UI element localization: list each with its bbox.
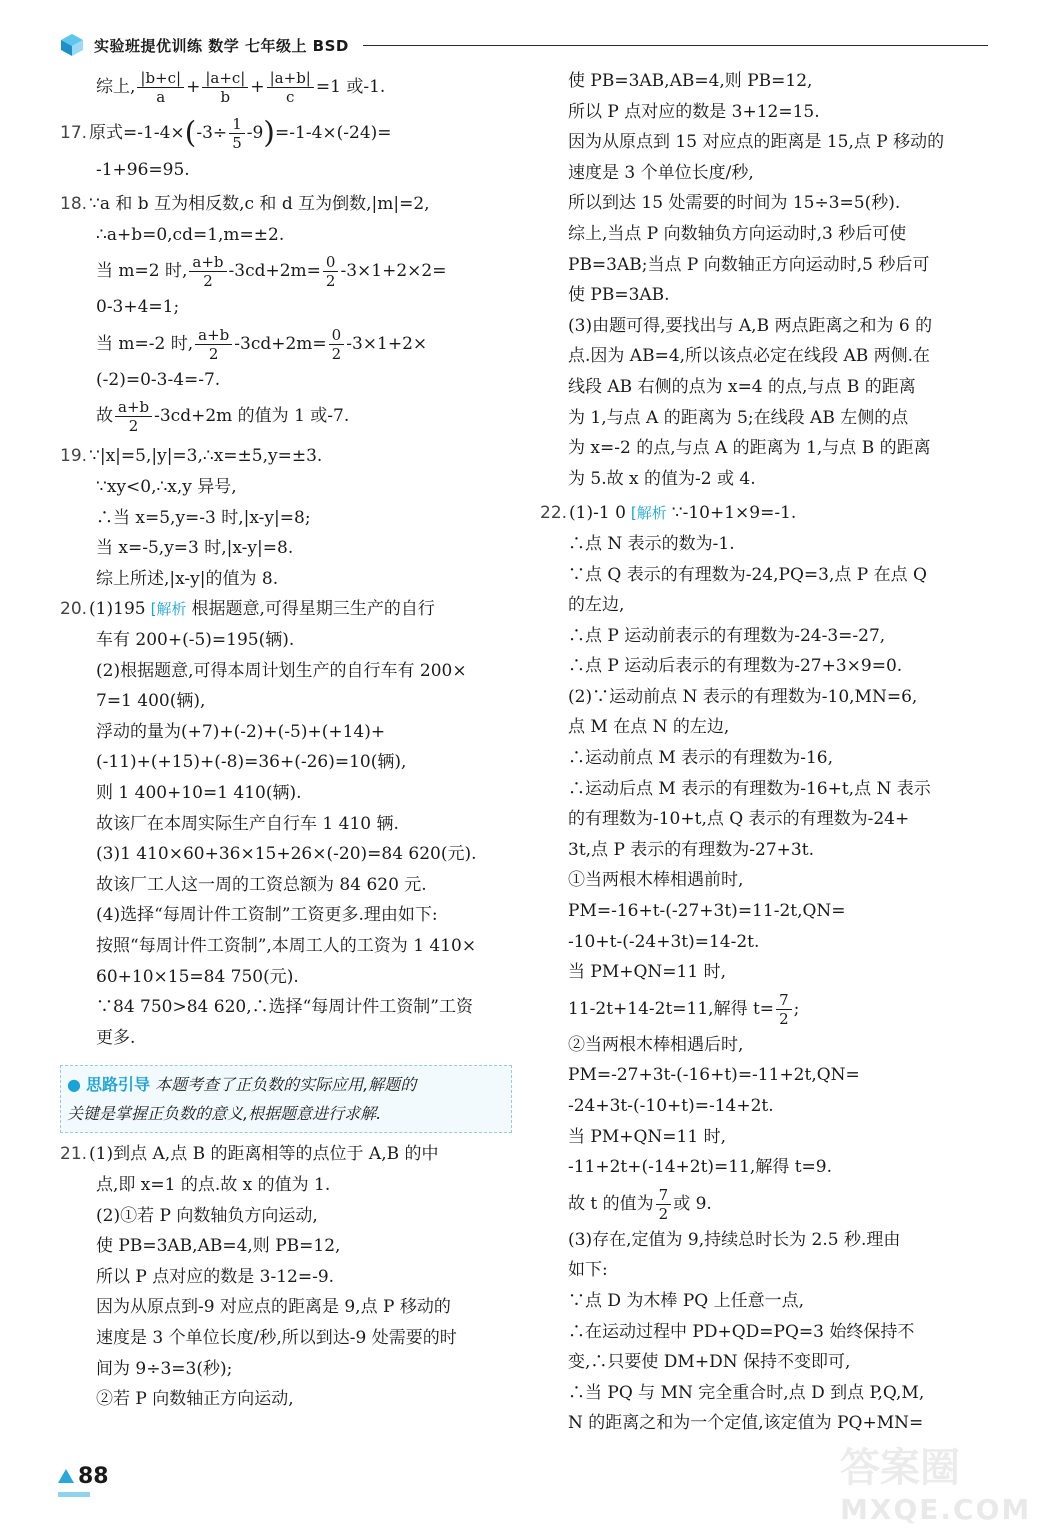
answer-20-line-15: 更多. bbox=[96, 1027, 136, 1048]
answer-21-cont-line-9: (3)由题可得,要找出与 A,B 两点距离之和为 6 的 bbox=[568, 315, 933, 336]
cube-logo-icon bbox=[58, 32, 86, 58]
page-arrow-icon bbox=[58, 1469, 74, 1483]
answer-18-line-1: 18. ∵a 和 b 互为相反数,c 和 d 互为倒数,|m|=2, bbox=[60, 194, 430, 215]
answer-22-line-5: ∴点 P 运动前表示的有理数为-24-3=-27, bbox=[568, 625, 886, 646]
answer-22-line-10: ∴运动后点 M 表示的有理数为-16+t,点 N 表示 bbox=[568, 778, 931, 799]
answer-22-line-23: 故 t 的值为 $\frac{7}{2}$ 或 9. bbox=[568, 1185, 712, 1223]
answer-20-line-2: 车有 200+(-5)=195(辆). bbox=[96, 630, 295, 651]
answer-20-line-4: 7=1 400(辆), bbox=[96, 691, 206, 712]
watermark-url: MXQE.COM bbox=[840, 1493, 1032, 1526]
fraction: $\frac{7}{2}$ bbox=[776, 991, 792, 1028]
answer-20-line-11: (4)选择“每周计件工资制”工资更多.理由如下: bbox=[96, 905, 438, 926]
fraction: $\frac{a+b}{2}$ bbox=[195, 326, 232, 363]
answer-21-cont-line-11: 线段 AB 右侧的点为 x=4 的点,与点 B 的距离 bbox=[568, 376, 916, 397]
answer-21-line-6: 因为从原点到-9 对应点的距离是 9,点 P 移动的 bbox=[96, 1297, 451, 1318]
bullet-icon: ● bbox=[67, 1075, 87, 1095]
answer-20-line-13: 60+10×15=84 750(元). bbox=[96, 966, 299, 987]
answer-19-line-2: ∵xy<0,∴x,y 异号, bbox=[96, 477, 237, 498]
answer-21-line-2: 点,即 x=1 的点.故 x 的值为 1. bbox=[96, 1174, 331, 1195]
answer-19-line-3: ∴当 x=5,y=-3 时,|x-y|=8; bbox=[96, 507, 311, 528]
answer-22-line-6: ∴点 P 运动后表示的有理数为-27+3×9=0. bbox=[568, 656, 903, 677]
answer-22-line-20: -24+3t-(-10+t)=-14+2t. bbox=[568, 1096, 774, 1116]
hint-line-2: 关键是掌握正负数的意义,根据题意进行求解. bbox=[67, 1104, 382, 1124]
answer-18-line-6: (-2)=0-3-4=-7. bbox=[96, 369, 221, 390]
answer-17-line-1: 17. 原式=-1-4×(-3÷ $\frac{1}{5}$ -9)=-1-4×(-24)= bbox=[60, 115, 392, 152]
header-rule bbox=[363, 45, 988, 46]
answer-22-line-2: ∴点 N 表示的数为-1. bbox=[568, 533, 735, 554]
answer-20-line-9: (3)1 410×60+36×15+26×(-20)=84 620(元). bbox=[96, 844, 477, 865]
answer-21-cont-line-1: 使 PB=3AB,AB=4,则 PB=12, bbox=[568, 71, 813, 91]
answer-21-cont-line-7: PB=3AB;当点 P 向数轴正方向运动时,5 秒后可 bbox=[568, 254, 930, 275]
watermark-logo-text: 答案圈 bbox=[840, 1445, 960, 1491]
answer-21-cont-line-6: 综上,当点 P 向数轴负方向运动时,3 秒后可使 bbox=[568, 223, 907, 244]
fraction: $\frac{0}{2}$ bbox=[323, 253, 339, 290]
fraction: $\frac{|b+c|}{a}$ bbox=[137, 69, 184, 106]
answer-22-line-26: ∵点 D 为木棒 PQ 上任意一点, bbox=[568, 1290, 805, 1311]
answer-19-line-1: 19. ∵|x|=5,|y|=3,∴x=±5,y=±3. bbox=[60, 446, 323, 467]
answer-22-line-14: PM=-16+t-(-27+3t)=11-2t,QN= bbox=[568, 901, 846, 922]
fraction: $\frac{a+b}{2}$ bbox=[189, 253, 226, 290]
page-tab-decoration bbox=[58, 1492, 90, 1497]
hint-label: 思路引导 bbox=[86, 1075, 151, 1095]
answer-20-line-6: (-11)+(+15)+(-8)=36+(-26)=10(辆), bbox=[96, 752, 407, 773]
answer-22-line-13: ①当两根木棒相遇前时, bbox=[568, 870, 744, 891]
answer-22-line-28: 变,∴只要使 DM+DN 保持不变即可, bbox=[568, 1352, 851, 1373]
answer-21-cont-line-10: 点.因为 AB=4,所以该点必定在线段 AB 两侧.在 bbox=[568, 346, 931, 367]
analysis-tag: [ 解析 bbox=[629, 504, 669, 522]
left-column bbox=[60, 66, 520, 1415]
answer-17-line-2: -1+96=95. bbox=[96, 159, 190, 180]
book-title: 实验班提优训练 数学 七年级上 BSD bbox=[94, 36, 349, 55]
answer-20-line-10: 故该厂工人这一周的工资总额为 84 620 元. bbox=[96, 874, 427, 895]
answer-22-line-25: 如下: bbox=[568, 1260, 608, 1281]
answer-20-line-7: 则 1 400+10=1 410(辆). bbox=[96, 783, 302, 803]
answer-21-cont-line-14: 为 5.故 x 的值为-2 或 4. bbox=[568, 468, 756, 489]
answer-21-cont-line-2: 所以 P 点对应的数是 3+12=15. bbox=[568, 101, 820, 122]
answer-18-line-7: 故 $\frac{a+b}{2}$ -3cd+2m 的值为 1 或-7. bbox=[96, 398, 350, 436]
answer-21-line-7: 速度是 3 个单位长度/秒,所以到达-9 处需要的时 bbox=[96, 1327, 457, 1348]
answer-21-cont-line-5: 所以到达 15 处需要的时间为 15÷3=5(秒). bbox=[568, 193, 901, 214]
watermark bbox=[840, 1436, 1032, 1526]
page-number: 88 bbox=[78, 1463, 109, 1489]
fraction: $\frac{0}{2}$ bbox=[329, 326, 345, 363]
fraction: $\frac{|a+b|}{c}$ bbox=[267, 69, 314, 106]
answer-22-line-8: 点 M 在点 N 的左边, bbox=[568, 717, 730, 738]
answer-22-line-29: ∴当 PQ 与 MN 完全重合时,点 D 到点 P,Q,M, bbox=[568, 1382, 925, 1403]
fraction: $\frac{|a+c|}{b}$ bbox=[202, 69, 248, 106]
answer-22-line-1: 22. (1)-1 0[ 解析 ∵-10+1×9=-1. bbox=[540, 498, 995, 529]
answer-22-line-7: (2)∵运动前点 N 表示的有理数为-10,MN=6, bbox=[568, 686, 918, 707]
answer-22-line-17: 11-2t+14-2t=11,解得 t= $\frac{7}{2}$ ; bbox=[568, 990, 800, 1028]
answer-22-line-19: PM=-27+3t-(-16+t)=-11+2t,QN= bbox=[568, 1065, 860, 1086]
answer-21-cont-line-8: 使 PB=3AB. bbox=[568, 285, 670, 306]
right-column bbox=[540, 66, 995, 1439]
hint-box bbox=[60, 1065, 512, 1133]
answer-22-line-9: ∴运动前点 M 表示的有理数为-16, bbox=[568, 748, 833, 769]
fraction: $\frac{7}{2}$ bbox=[656, 1186, 672, 1223]
answer-21-cont-line-4: 速度是 3 个单位长度/秒, bbox=[568, 162, 754, 183]
answer-20-line-12: 按照“每周计件工资制”,本周工人的工资为 1 410× bbox=[96, 935, 477, 956]
answer-20-line-1: 20. (1)195[ 解析 根据题意,可得星期三生产的自行 bbox=[60, 594, 520, 625]
question-number: 17. bbox=[60, 123, 88, 143]
answer-21-line-1: 21. (1)到点 A,点 B 的距离相等的点位于 A,B 的中 bbox=[60, 1144, 439, 1165]
answer-20-line-5: 浮动的量为(+7)+(-2)+(-5)+(+14)+ bbox=[96, 721, 386, 742]
answer-16-line: 综上, $\frac{|b+c|}{a}$ + $\frac{|a+c|}{b}$ + $\frac{|a+b|}{c}$ =1 或-1. bbox=[96, 69, 386, 106]
answer-22-line-27: ∴在运动过程中 PD+QD=PQ=3 始终保持不 bbox=[568, 1321, 915, 1342]
answer-22-line-4: 的左边, bbox=[568, 595, 625, 616]
answer-21-cont-line-13: 为 x=-2 的点,与点 A 的距离为 1,与点 B 的距离 bbox=[568, 438, 931, 459]
answer-22-line-18: ②当两根木棒相遇后时, bbox=[568, 1034, 744, 1055]
answer-22-line-21: 当 PM+QN=11 时, bbox=[568, 1126, 726, 1147]
answer-21-line-5: 所以 P 点对应的数是 3-12=-9. bbox=[96, 1266, 335, 1287]
answer-22-line-30: N 的距离之和为一个定值,该定值为 PQ+MN= bbox=[568, 1413, 924, 1434]
answer-21-line-8: 间为 9÷3=3(秒); bbox=[96, 1358, 233, 1379]
page-header bbox=[58, 30, 988, 60]
page-footer bbox=[58, 1458, 109, 1494]
analysis-tag: [ 解析 bbox=[149, 600, 189, 618]
answer-22-line-16: 当 PM+QN=11 时, bbox=[568, 962, 726, 983]
answer-18-line-2: ∴a+b=0,cd=1,m=±2. bbox=[96, 224, 285, 245]
answer-21-line-9: ②若 P 向数轴正方向运动, bbox=[96, 1389, 294, 1410]
fraction: $\frac{a+b}{2}$ bbox=[115, 398, 152, 435]
answer-21-line-4: 使 PB=3AB,AB=4,则 PB=12, bbox=[96, 1236, 341, 1257]
answer-18-line-4: 0-3+4=1; bbox=[96, 297, 180, 318]
answer-22-line-3: ∵点 Q 表示的有理数为-24,PQ=3,点 P 在点 Q bbox=[568, 564, 927, 585]
hint-line-1: ● 思路引导 本题考查了正负数的实际应用,解题的 bbox=[67, 1075, 417, 1095]
answer-22-line-24: (3)存在,定值为 9,持续总时长为 2.5 秒.理由 bbox=[568, 1229, 901, 1250]
fraction: $\frac{1}{5}$ bbox=[229, 115, 245, 152]
answer-21-cont-line-12: 为 1,与点 A 的距离为 5;在线段 AB 左侧的点 bbox=[568, 407, 909, 428]
answer-20-line-14: ∵84 750>84 620,∴选择“每周计件工资制”工资 bbox=[96, 997, 473, 1018]
answer-22-line-22: -11+2t+(-14+2t)=11,解得 t=9. bbox=[568, 1157, 833, 1178]
answer-22-line-12: 3t,点 P 表示的有理数为-27+3t. bbox=[568, 839, 814, 860]
answer-18-line-3: 当 m=2 时, $\frac{a+b}{2}$ -3cd+2m= $\frac{0}{2}$ -3×1+2×2= bbox=[96, 253, 447, 291]
answer-20-line-8: 故该厂在本周实际生产自行车 1 410 辆. bbox=[96, 813, 399, 834]
answer-22-line-15: -10+t-(-24+3t)=14-2t. bbox=[568, 931, 760, 952]
answer-18-line-5: 当 m=-2 时, $\frac{a+b}{2}$ -3cd+2m= $\frac{0}{2}$ -3×1+2× bbox=[96, 325, 428, 363]
answer-21-line-3: (2)①若 P 向数轴负方向运动, bbox=[96, 1205, 318, 1226]
answer-22-line-11: 的有理数为-10+t,点 Q 表示的有理数为-24+ bbox=[568, 809, 910, 830]
answer-19-line-5: 综上所述,|x-y|的值为 8. bbox=[96, 568, 279, 589]
answer-21-cont-line-3: 因为从原点到 15 对应点的距离是 15,点 P 移动的 bbox=[568, 132, 945, 153]
answer-19-line-4: 当 x=-5,y=3 时,|x-y|=8. bbox=[96, 538, 294, 559]
answer-20-line-3: (2)根据题意,可得本周计划生产的自行车有 200× bbox=[96, 660, 467, 681]
